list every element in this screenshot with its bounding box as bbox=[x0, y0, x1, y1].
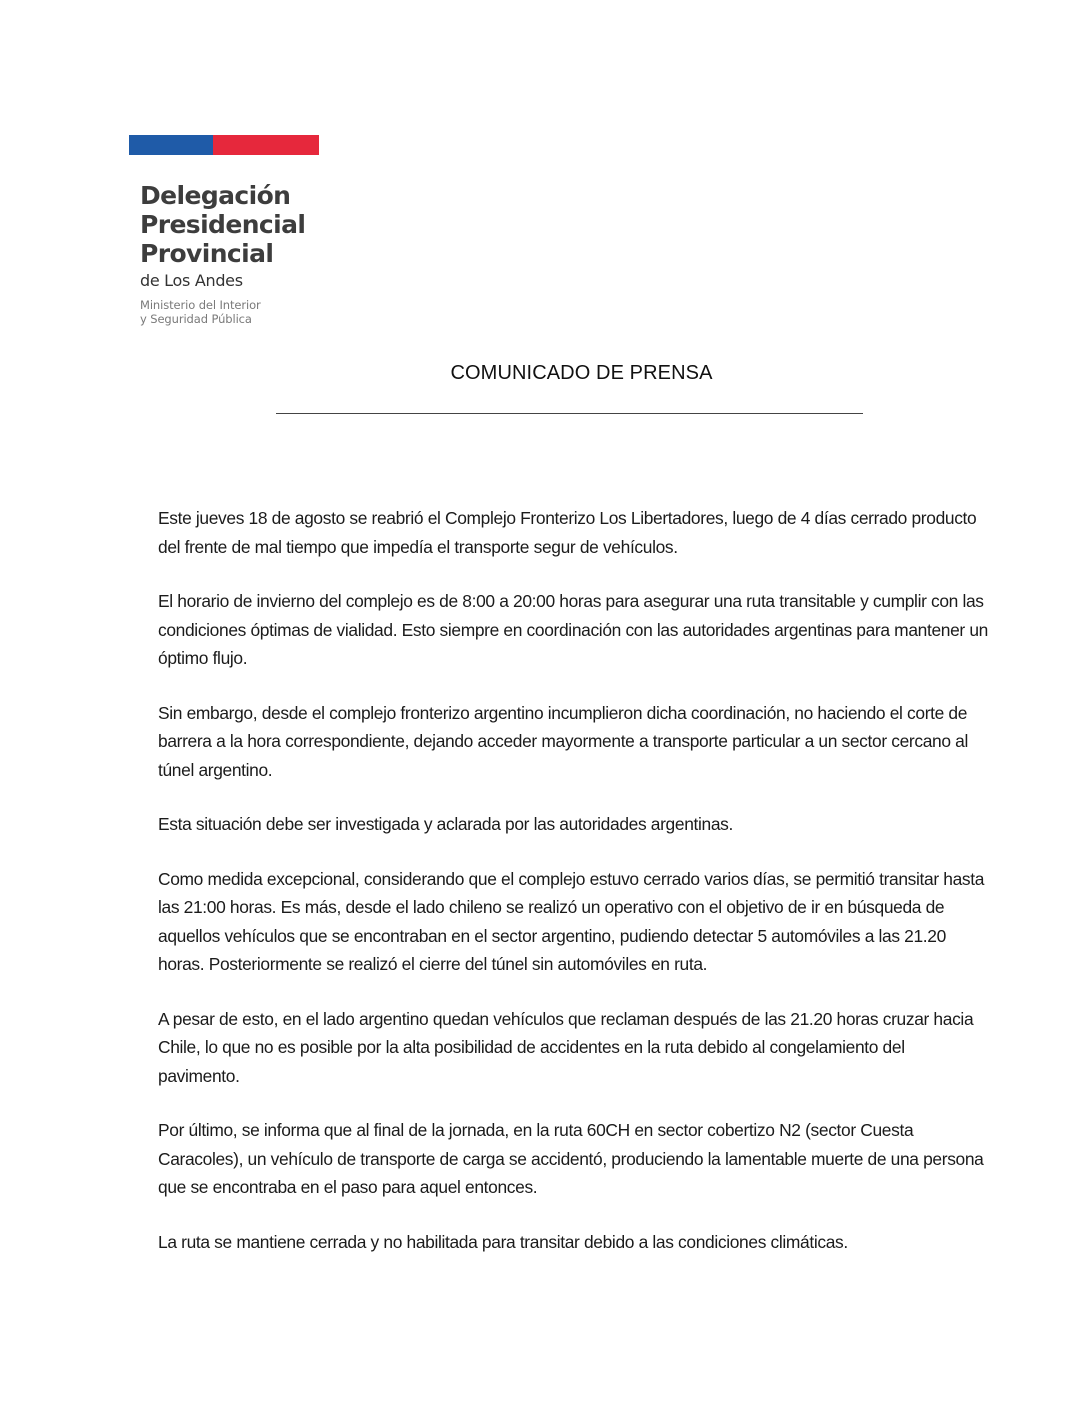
logo-line-presidencial: Presidencial bbox=[140, 210, 306, 239]
document-body bbox=[158, 504, 988, 1282]
paragraph-accident: Por último, se informa que al final de la jornada, en la ruta 60CH en sector cobertizo N2 (sector Cuesta Caracoles), un vehículo de transporte de carga se accidentó, produciendo la lamentable muerte de una persona que se encontraba en el paso para aquel entonces. bbox=[158, 1120, 984, 1197]
paragraph-route-closed: La ruta se mantiene cerrada y no habilitada para transitar debido a las condiciones climáticas. bbox=[158, 1231, 848, 1252]
ministry-line-2: y Seguridad Pública bbox=[140, 312, 252, 326]
paragraph-winter-schedule: El horario de invierno del complejo es de 8:00 a 20:00 horas para asegurar una ruta transitable y cumplir con las condiciones óptimas de vialidad. Esto siempre en coordinación con las autoridades argentinas para mantener un óptimo flujo. bbox=[158, 591, 988, 668]
flag-red-segment bbox=[213, 135, 319, 155]
flag-blue-segment bbox=[129, 135, 213, 155]
ministry-line-1: Ministerio del Interior bbox=[140, 298, 261, 312]
flag-bar-logo bbox=[129, 135, 319, 155]
logo-line-provincial: Provincial bbox=[140, 239, 274, 268]
logo-ministry bbox=[140, 298, 305, 326]
logo-subtitle: de Los Andes bbox=[140, 271, 243, 290]
logo-line-delegacion: Delegación bbox=[140, 181, 291, 210]
title-divider bbox=[276, 413, 863, 414]
paragraph-reopening: Este jueves 18 de agosto se reabrió el Complejo Fronterizo Los Libertadores, luego de 4 días cerrado producto del frente de mal tiempo que impedía el transporte segur de vehículos. bbox=[158, 508, 977, 557]
paragraph-coordination-breach: Sin embargo, desde el complejo fronterizo argentino incumplieron dicha coordinación, no haciendo el corte de barrera a la hora correspondiente, dejando acceder mayormente a transporte particular a un sector cercano al túnel argentino. bbox=[158, 702, 968, 780]
paragraph-exceptional-measure: Como medida excepcional, considerando que el complejo estuvo cerrado varios días, se permitió transitar hasta las 21:00 horas. Es más, desde el lado chileno se realizó un operativo con el objetivo de ir en búsqueda de aquellos vehículos que se encontraban en el sector argentino, pudiendo detectar 5 automóviles a las 21.20 horas. Posteriormente se realizó el cierre del túnel sin automóviles en ruta. bbox=[158, 868, 985, 974]
paragraph-investigation: Esta situación debe ser investigada y aclarada por las autoridades argentinas. bbox=[158, 814, 733, 834]
paragraph-stranded-vehicles: A pesar de esto, en el lado argentino quedan vehículos que reclaman después de las 21.20 horas cruzar hacia Chile, lo que no es posible por la alta posibilidad de accidentes en la ruta debido al congelamiento del pavimento. bbox=[158, 1008, 974, 1086]
document-title: COMUNICADO DE PRENSA bbox=[450, 362, 713, 384]
institution-logo bbox=[140, 181, 305, 326]
